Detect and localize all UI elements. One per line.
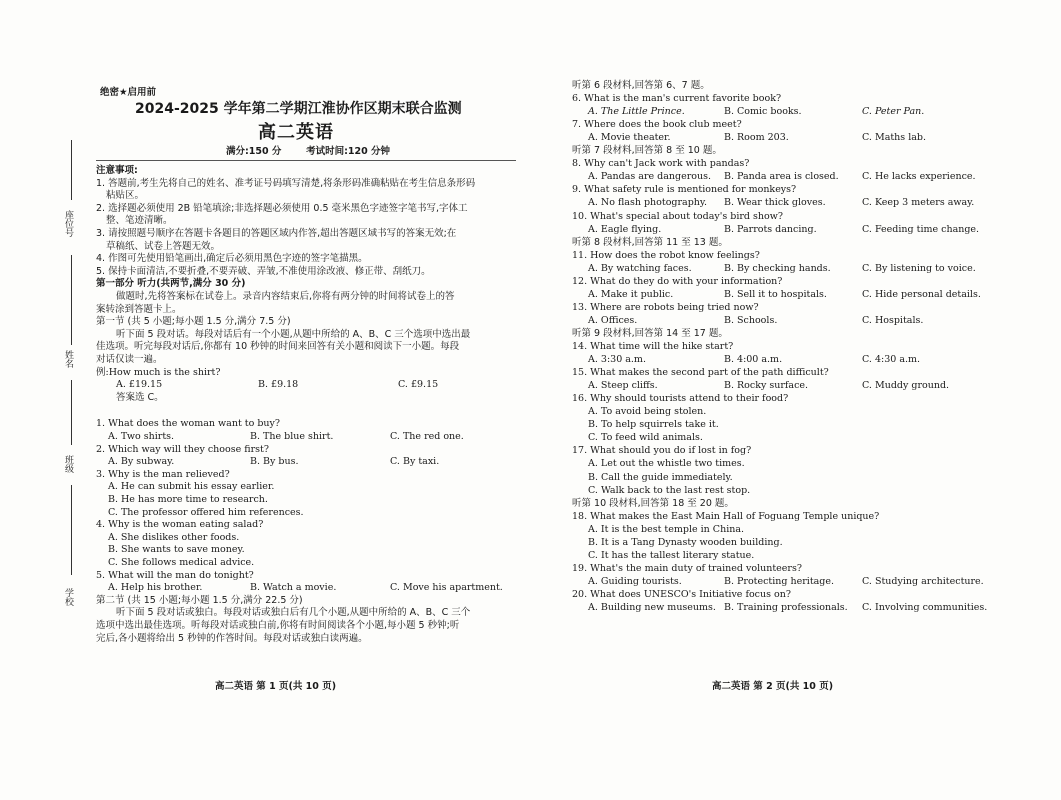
option: C. Peter Pan. [862, 106, 925, 118]
header-divider [96, 160, 516, 161]
question: 10. What's special about today's bird show? [572, 210, 783, 222]
section1-intro-line: 听下面 5 段对话。每段对话后有一个小题,从题中所给的 A、B、C 三个选项中选出最 [116, 328, 471, 340]
section2-intro-line: 听下面 5 段对话或独白。每段对话或独白后有几个小题,从题中所给的 A、B、C 三个 [116, 607, 471, 619]
option: C. She follows medical advice. [108, 557, 255, 568]
option: A. Pandas are dangerous. [588, 171, 711, 183]
question: 7. Where does the book club meet? [572, 119, 742, 131]
option: B. It is a Tang Dynasty wooden building. [588, 536, 783, 548]
notice-line: 1. 答题前,考生先将自己的姓名、准考证号码填写清楚,将条形码准确粘贴在考生信息条形码 [96, 177, 476, 189]
option: B. 4:00 a.m. [724, 354, 783, 366]
margin-line [71, 140, 72, 200]
option: A. Building new museums. [588, 602, 716, 613]
option: B. The blue shirt. [250, 431, 334, 442]
option: A. She dislikes other foods. [108, 531, 240, 543]
question-3: 3. Why is the man relieved? [96, 468, 230, 480]
option: A. The Little Prince. [588, 106, 685, 118]
option: A. Two shirts. [108, 431, 175, 442]
part1-intro-line: 做题时,先将答案标在试卷上。录音内容结束后,你将有两分钟的时间将试卷上的答 [116, 291, 455, 302]
option: C. Involving communities. [862, 602, 988, 613]
notice-line: 草稿纸、试卷上答题无效。 [106, 240, 221, 252]
option: A. Movie theater. [588, 132, 671, 144]
question-1: 1. What does the woman want to buy? [96, 418, 280, 430]
example-option: B. £9.18 [258, 379, 299, 391]
question: 19. What's the main duty of trained volunteers? [572, 562, 802, 574]
option: C. By taxi. [390, 456, 440, 468]
option: C. Walk back to the last rest stop. [588, 484, 751, 496]
option: B. Sell it to hospitals. [724, 288, 827, 300]
option: A. Steep cliffs. [588, 380, 658, 392]
option: B. By bus. [250, 456, 299, 468]
question-5: 5. What will the man do tonight? [96, 569, 254, 581]
section1-heading: 第一节 (共 5 小题;每小题 1.5 分,满分 7.5 分) [96, 316, 291, 328]
full-score: 满分:150 分 [226, 146, 282, 157]
confidential-mark: 绝密★启用前 [100, 87, 157, 98]
option: C. Maths lab. [862, 132, 926, 144]
option: B. He has more time to research. [108, 494, 268, 505]
margin-label-name: 姓名 [63, 350, 73, 368]
subject-title: 高二英语 [258, 122, 334, 143]
option: B. Parrots dancing. [724, 223, 817, 235]
option: A. Help his brother. [108, 582, 203, 594]
example-question: 例:How much is the shirt? [96, 366, 221, 378]
section2-intro-line: 选项中选出最佳选项。听每段对话或独白前,你将有时间阅读各个小题,每小题 5 秒钟;听 [96, 620, 460, 631]
binding-margin [60, 140, 84, 620]
option: A. 3:30 a.m. [588, 354, 646, 366]
question: 6. What is the man's current favorite book? [572, 93, 782, 105]
option: C. Studying architecture. [862, 575, 984, 587]
section2-intro-line: 完后,各小题将给出 5 秒钟的作答时间。每段对话或独白读两遍。 [96, 632, 368, 644]
exam-time: 考试时间:120 分钟 [306, 146, 390, 157]
option: A. He can submit his essay earlier. [108, 481, 275, 493]
option: C. Move his apartment. [390, 582, 503, 594]
example-answer: 答案选 C。 [116, 391, 164, 403]
page-2-footer: 高二英语 第 2 页(共 10 页) [712, 681, 834, 692]
option: B. Training professionals. [724, 602, 848, 613]
option: A. Offices. [588, 314, 638, 326]
score-time-line [226, 143, 390, 157]
option: C. Keep 3 meters away. [862, 197, 975, 209]
listening-material-heading: 听第 8 段材料,回答第 11 至 13 题。 [572, 236, 728, 248]
question-4: 4. Why is the woman eating salad? [96, 519, 264, 531]
page-1-footer: 高二英语 第 1 页(共 10 页) [215, 681, 337, 692]
listening-material-heading: 听第 9 段材料,回答第 14 至 17 题。 [572, 327, 728, 339]
notice-line: 5. 保持卡面清洁,不要折叠,不要弄破、弄皱,不准使用涂改液、修正带、刮纸刀。 [96, 265, 431, 277]
option: B. Watch a movie. [250, 582, 337, 594]
option: B. Panda area is closed. [724, 171, 839, 183]
option: B. Schools. [724, 314, 778, 326]
option: B. Protecting heritage. [724, 575, 835, 587]
option: A. Make it public. [588, 288, 674, 300]
option: B. By checking hands. [724, 262, 831, 274]
question: 13. Where are robots being tried now? [572, 301, 759, 313]
notice-heading: 注意事项: [96, 165, 138, 176]
option: C. He lacks experience. [862, 171, 976, 183]
option: C. The professor offered him references. [108, 506, 304, 518]
question: 8. Why can't Jack work with pandas? [572, 158, 750, 170]
listening-material-heading: 听第 6 段材料,回答第 6、7 题。 [572, 80, 710, 91]
margin-line [71, 255, 72, 345]
question: 11. How does the robot know feelings? [572, 249, 760, 261]
option: A. To avoid being stolen. [588, 406, 707, 418]
notice-line: 2. 选择题必须使用 2B 铅笔填涂;非选择题必须使用 0.5 毫米黑色字迹签字笔书写,字体工 [96, 202, 468, 214]
option: C. To feed wild animals. [588, 432, 703, 444]
option: C. Hide personal details. [862, 288, 981, 300]
option: A. By watching faces. [588, 262, 692, 274]
question: 18. What makes the East Main Hall of Foguang Temple unique? [572, 510, 880, 522]
option: B. Rocky surface. [724, 380, 809, 392]
section1-intro-line: 佳选项。听完每段对话后,你都有 10 秒钟的时间来回答有关小题和阅读下一小题。每段 [96, 341, 460, 353]
notice-line: 4. 作图可先使用铅笔画出,确定后必须用黑色字迹的签字笔描黑。 [96, 253, 368, 265]
listening-material-heading: 听第 10 段材料,回答第 18 至 20 题。 [572, 497, 734, 509]
margin-line [71, 485, 72, 575]
option: C. Hospitals. [862, 314, 924, 326]
margin-line [71, 380, 72, 445]
question: 9. What safety rule is mentioned for monkeys? [572, 184, 797, 196]
margin-label-class: 班级 [63, 455, 73, 473]
option: A. Guiding tourists. [588, 575, 682, 587]
question: 17. What should you do if lost in fog? [572, 445, 752, 457]
option: B. Call the guide immediately. [588, 471, 733, 483]
option: C. Muddy ground. [862, 380, 950, 392]
notice-line: 粘贴区。 [106, 190, 145, 202]
example-option: A. £19.15 [116, 379, 163, 391]
option: A. No flash photography. [588, 197, 708, 209]
option: C. The red one. [390, 431, 464, 442]
option: B. Comic books. [724, 106, 802, 118]
exam-title: 2024-2025 学年第二学期江淮协作区期末联合监测 [135, 101, 462, 117]
option: C. By listening to voice. [862, 262, 976, 274]
option: B. Room 203. [724, 132, 789, 144]
option: B. To help squirrels take it. [588, 419, 719, 431]
option: C. It has the tallest literary statue. [588, 549, 755, 561]
section2-heading: 第二节 (共 15 小题;每小题 1.5 分,满分 22.5 分) [96, 594, 303, 606]
option: C. 4:30 a.m. [862, 354, 921, 366]
question: 16. Why should tourists attend to their food? [572, 393, 789, 405]
option: A. Let out the whistle two times. [588, 458, 745, 470]
notice-line: 整、笔迹清晰。 [106, 215, 173, 227]
option: C. Feeding time change. [862, 223, 980, 235]
question: 12. What do they do with your information? [572, 275, 783, 287]
option: A. It is the best temple in China. [588, 523, 745, 535]
notice-line: 3. 请按照题号顺序在答题卡各题目的答题区域内作答,超出答题区域书写的答案无效;在 [96, 228, 457, 239]
option: A. Eagle flying. [588, 223, 662, 235]
listening-material-heading: 听第 7 段材料,回答第 8 至 10 题。 [572, 145, 722, 157]
margin-label-seat: 座位号 [63, 210, 73, 237]
option: A. By subway. [108, 456, 175, 468]
margin-label-school: 学校 [63, 588, 73, 606]
part1-intro-line: 案转涂到答题卡上。 [96, 303, 182, 315]
example-option: C. £9.15 [398, 379, 439, 391]
option: B. She wants to save money. [108, 544, 245, 556]
option: B. Wear thick gloves. [724, 197, 826, 209]
part1-heading: 第一部分 听力(共两节,满分 30 分) [96, 278, 246, 290]
section1-intro-line: 对话仅读一遍。 [96, 354, 163, 365]
question: 14. What time will the hike start? [572, 341, 734, 352]
question: 20. What does UNESCO's Initiative focus on? [572, 588, 791, 600]
question-2: 2. Which way will they choose first? [96, 443, 269, 455]
question: 15. What makes the second part of the path difficult? [572, 367, 829, 379]
